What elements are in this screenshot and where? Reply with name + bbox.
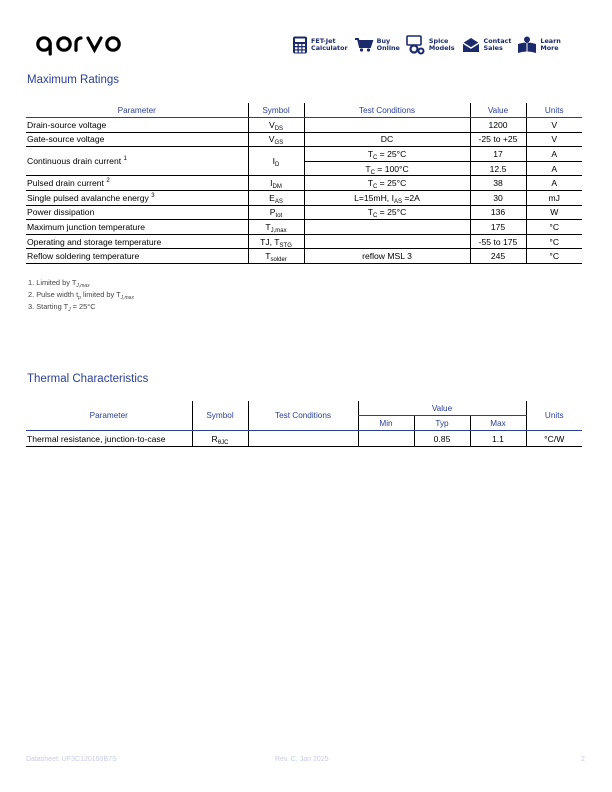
test-cell: L=15mH, $I_{AS} =2A$ xyxy=(304,190,470,205)
table-header-row xyxy=(26,401,582,416)
unit-cell: °C xyxy=(526,249,582,264)
test-cell: $T_C = 25^\circ C$ xyxy=(304,176,470,191)
test-cell: reflow MSL 3 xyxy=(304,249,470,264)
col-header-typ: Typ xyxy=(414,416,470,431)
footnotes xyxy=(28,277,134,312)
table-row xyxy=(26,220,582,235)
calculator-icon xyxy=(292,36,308,54)
unit-cell: °C/W xyxy=(526,431,582,447)
link-label: FET-Jet Calculator xyxy=(311,37,348,52)
unit-cell: °C xyxy=(526,234,582,249)
link-label: Spice Models xyxy=(428,37,455,52)
thermal-characteristics-table xyxy=(26,401,582,447)
param-cell: Thermal resistance, junction-to-case xyxy=(26,431,192,447)
col-header-units: Units xyxy=(526,103,582,118)
col-header-value: Value xyxy=(470,103,526,118)
table-row xyxy=(26,176,582,191)
value-cell: 245 xyxy=(470,249,526,264)
value-cell: 38 xyxy=(470,176,526,191)
test-cell xyxy=(304,234,470,249)
table-row xyxy=(26,147,582,162)
link-label: Learn More xyxy=(540,37,561,52)
table-row xyxy=(26,132,582,147)
test-cell: $T_C = 100^\circ C$ xyxy=(304,161,470,176)
unit-cell: A xyxy=(526,161,582,176)
test-cell xyxy=(304,220,470,235)
learn-more-link[interactable] xyxy=(517,35,560,55)
unit-cell: A xyxy=(526,147,582,162)
unit-cell: V xyxy=(526,132,582,147)
param-cell: Operating and storage temperature xyxy=(26,234,248,249)
value-cell: -55 to 175 xyxy=(470,234,526,249)
footnote: 2. Pulse width $t_p$ limited by $T_{J,max}$ xyxy=(28,289,134,301)
test-cell: DC xyxy=(304,132,470,147)
section-title-maximum-ratings: Maximum Ratings xyxy=(27,74,120,86)
buy-online-link[interactable] xyxy=(354,35,400,55)
table-row xyxy=(26,205,582,220)
value-cell: 30 xyxy=(470,190,526,205)
symbol-cell: $V_{GS}$ xyxy=(248,132,304,147)
test-cell xyxy=(304,118,470,133)
value-cell: 17 xyxy=(470,147,526,162)
symbol-cell: $E_{AS}$ xyxy=(248,190,304,205)
unit-cell: V xyxy=(526,118,582,133)
link-label: Contact Sales xyxy=(483,37,512,52)
footer-datasheet: Datasheet: UF3C120150B7S xyxy=(26,756,117,763)
maximum-ratings-table xyxy=(26,103,582,264)
param-cell: Reflow soldering temperature xyxy=(26,249,248,264)
spice-models-link[interactable] xyxy=(406,35,455,55)
symbol-cell: $R_{\theta JC}$ xyxy=(192,431,248,447)
symbol-cell: $T_{J,max}$ xyxy=(248,220,304,235)
link-label: Buy Online xyxy=(376,37,400,52)
col-header-value: Value xyxy=(358,401,526,416)
table-header-row xyxy=(26,103,582,118)
test-cell: $T_C = 25^\circ C$ xyxy=(304,205,470,220)
col-header-symbol: Symbol xyxy=(192,401,248,431)
col-header-parameter: Parameter xyxy=(26,401,192,431)
col-header-test-conditions: Test Conditions xyxy=(248,401,358,431)
table-row xyxy=(26,234,582,249)
param-cell: Power dissipation xyxy=(26,205,248,220)
envelope-icon xyxy=(461,37,481,53)
gears-icon xyxy=(406,35,426,55)
fet-jet-calculator-link[interactable] xyxy=(292,35,348,55)
symbol-cell: $I_D$ xyxy=(248,147,304,176)
unit-cell: mJ xyxy=(526,190,582,205)
param-cell: Continuous drain current $^1$ xyxy=(26,147,248,176)
max-cell: 1.1 xyxy=(470,431,526,447)
param-cell: Single pulsed avalanche energy $^3$ xyxy=(26,190,248,205)
table-row xyxy=(26,249,582,264)
value-cell: 12.5 xyxy=(470,161,526,176)
value-cell: 136 xyxy=(470,205,526,220)
param-cell: Gate-source voltage xyxy=(26,132,248,147)
unit-cell: °C xyxy=(526,220,582,235)
symbol-cell: TJ, $T_{STG}$ xyxy=(248,234,304,249)
col-header-test-conditions: Test Conditions xyxy=(304,103,470,118)
param-cell: Drain-source voltage xyxy=(26,118,248,133)
table-row xyxy=(26,190,582,205)
typ-cell: 0.85 xyxy=(414,431,470,447)
section-title-thermal: Thermal Characteristics xyxy=(27,373,149,385)
unit-cell: A xyxy=(526,176,582,191)
test-cell: $T_C = 25^\circ C$ xyxy=(304,147,470,162)
footer-revision: Rev. C, Jan 2025 xyxy=(275,756,329,763)
param-cell: Pulsed drain current $^2$ xyxy=(26,176,248,191)
table-row xyxy=(26,118,582,133)
test-cell xyxy=(248,431,358,447)
header-links xyxy=(292,35,567,55)
col-header-max: Max xyxy=(470,416,526,431)
reader-icon xyxy=(517,36,537,54)
footnote: 1. Limited by $T_{J,max}$ xyxy=(28,278,90,289)
value-cell: 175 xyxy=(470,220,526,235)
min-cell xyxy=(358,431,414,447)
symbol-cell: $P_{tot}$ xyxy=(248,205,304,220)
shopping-cart-icon xyxy=(354,37,374,53)
footnote: 3. Starting $T_J = 25^\circ C$ xyxy=(28,301,96,313)
col-header-parameter: Parameter xyxy=(26,103,248,118)
value-cell: -25 to +25 xyxy=(470,132,526,147)
contact-sales-link[interactable] xyxy=(461,35,512,55)
unit-cell: W xyxy=(526,205,582,220)
symbol-cell: $V_{DS}$ xyxy=(248,118,304,133)
table-row xyxy=(26,431,582,447)
col-header-min: Min xyxy=(358,416,414,431)
col-header-symbol: Symbol xyxy=(248,103,304,118)
footer-page-number: 2 xyxy=(581,756,585,763)
symbol-cell: $T_{solder}$ xyxy=(248,249,304,264)
symbol-cell: $I_{DM}$ xyxy=(248,176,304,191)
qorvo-logo xyxy=(34,32,132,56)
value-cell: 1200 xyxy=(470,118,526,133)
param-cell: Maximum junction temperature xyxy=(26,220,248,235)
col-header-units: Units xyxy=(526,401,582,431)
